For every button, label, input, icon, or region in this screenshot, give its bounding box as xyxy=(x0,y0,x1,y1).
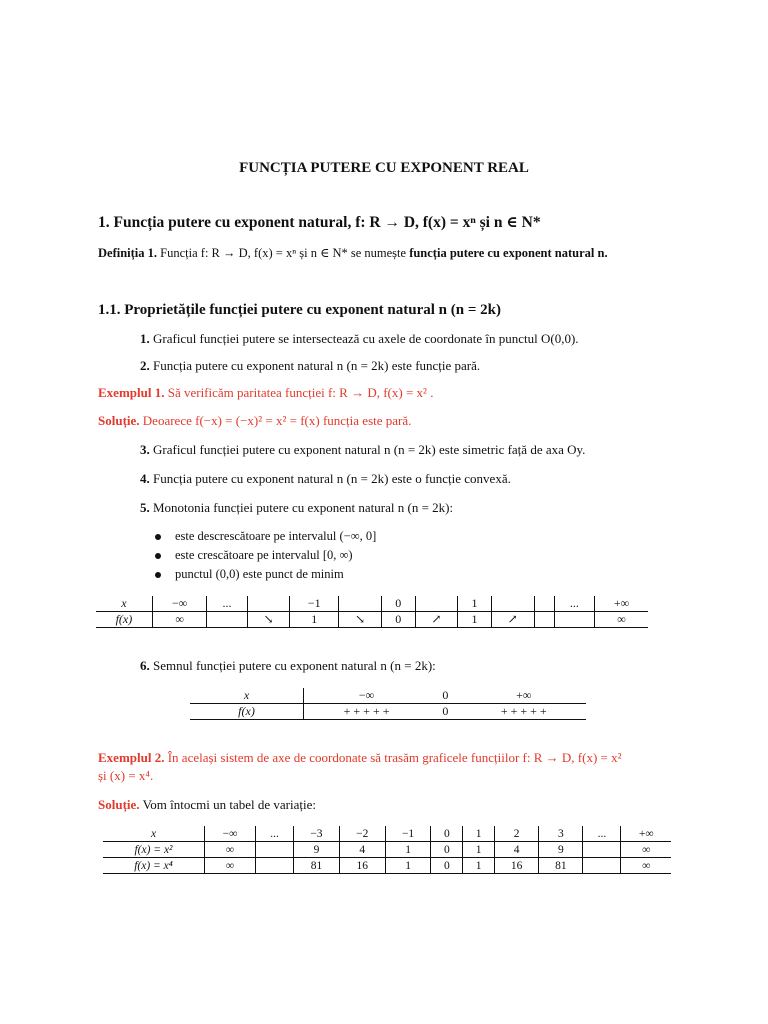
property-1-text: Graficul funcției putere se intersectează cu axele de coordonate în punctul O(0,0). xyxy=(153,331,579,346)
solution-1-label: Soluție. xyxy=(98,413,140,428)
bullet-icon xyxy=(155,534,161,540)
decreasing-arrow-icon: ↘ xyxy=(247,612,290,628)
variation-table xyxy=(103,826,671,874)
solution-2-text: Vom întocmi un tabel de variație: xyxy=(142,797,316,812)
property-3-text: Graficul funcției putere cu exponent natural n (n = 2k) este simetric față de axa Oy. xyxy=(153,442,586,457)
example-2 xyxy=(98,750,622,766)
example-2-text: În același sistem de axe de coordonate să trasăm graficele funcțiilor f: R → D, f(x) = x² xyxy=(167,750,622,765)
bullet-icon xyxy=(155,553,161,559)
bullet-item: este crescătoare pe intervalul [0, ∞) xyxy=(155,548,353,563)
property-5-number: 5. xyxy=(140,500,150,515)
property-5-text: Monotonia funcției putere cu exponent natural n (n = 2k): xyxy=(153,500,454,515)
table-row: x −∞ 0 +∞ xyxy=(190,688,586,704)
table-row: f(x) = x² ∞ 9 4 1 0 1 4 9 ∞ xyxy=(103,842,671,858)
solution-1 xyxy=(98,413,411,429)
property-4-number: 4. xyxy=(140,471,150,486)
property-4-text: Funcția putere cu exponent natural n (n = 2k) este o funcție convexă. xyxy=(153,471,511,486)
definition-text: Funcția f: R → D, f(x) = xⁿ și n ∈ N* se numește xyxy=(160,246,407,260)
property-2-number: 2. xyxy=(140,358,150,373)
page-title: FUNCȚIA PUTERE CU EXPONENT REAL xyxy=(239,160,529,176)
solution-1-text: Deoarece f(−x) = (−x)² = x² = f(x) funcția este pară. xyxy=(142,413,412,428)
property-6 xyxy=(140,658,436,674)
bullet-item: este descrescătoare pe intervalul (−∞, 0] xyxy=(155,529,376,544)
example-1 xyxy=(98,385,433,401)
table-row: x −∞ ... −3 −2 −1 0 1 2 3 ... +∞ xyxy=(103,826,671,842)
example-1-text: Să verificăm paritatea funcției f: R → D, f(x) = x² . xyxy=(167,385,434,400)
property-5 xyxy=(140,500,453,516)
section-1-1-heading: 1.1. Proprietățile funcției putere cu exponent natural n (n = 2k) xyxy=(98,302,501,318)
property-6-number: 6. xyxy=(140,658,150,673)
increasing-arrow-icon: ↗ xyxy=(491,612,534,628)
table-row: f(x) ∞ ↘ 1 ↘ 0 ↗ 1 ↗ ∞ xyxy=(96,612,648,628)
decreasing-arrow-icon: ↘ xyxy=(339,612,382,628)
section-1-heading: 1. Funcția putere cu exponent natural, f: R → D, f(x) = xⁿ și n ∈ N* xyxy=(98,214,541,231)
property-2 xyxy=(140,358,480,374)
sign-table xyxy=(190,688,586,720)
bullet-item: punctul (0,0) este punct de minim xyxy=(155,567,344,582)
bullet-icon xyxy=(155,572,161,578)
table-row: x −∞ ... −1 0 1 ... +∞ xyxy=(96,596,648,612)
solution-2 xyxy=(98,797,316,813)
example-1-label: Exemplul 1. xyxy=(98,385,165,400)
property-6-text: Semnul funcției putere cu exponent natural n (n = 2k): xyxy=(153,658,436,673)
property-3 xyxy=(140,442,585,458)
solution-2-label: Soluție. xyxy=(98,797,140,812)
example-2-continuation: și (x) = x⁴. xyxy=(98,768,154,783)
increasing-arrow-icon: ↗ xyxy=(415,612,458,628)
property-1 xyxy=(140,331,579,347)
definition-term: funcția putere cu exponent natural n. xyxy=(409,246,608,260)
table-row: f(x) + + + + + 0 + + + + + xyxy=(190,704,586,720)
table-row: f(x) = x⁴ ∞ 81 16 1 0 1 16 81 ∞ xyxy=(103,858,671,874)
property-2-text: Funcția putere cu exponent natural n (n = 2k) este funcție pară. xyxy=(153,358,481,373)
example-2-label: Exemplul 2. xyxy=(98,750,165,765)
definition-1 xyxy=(98,245,608,261)
definition-label: Definiția 1. xyxy=(98,246,158,260)
property-3-number: 3. xyxy=(140,442,150,457)
property-4 xyxy=(140,471,511,487)
property-1-number: 1. xyxy=(140,331,150,346)
monotony-table xyxy=(96,596,648,628)
